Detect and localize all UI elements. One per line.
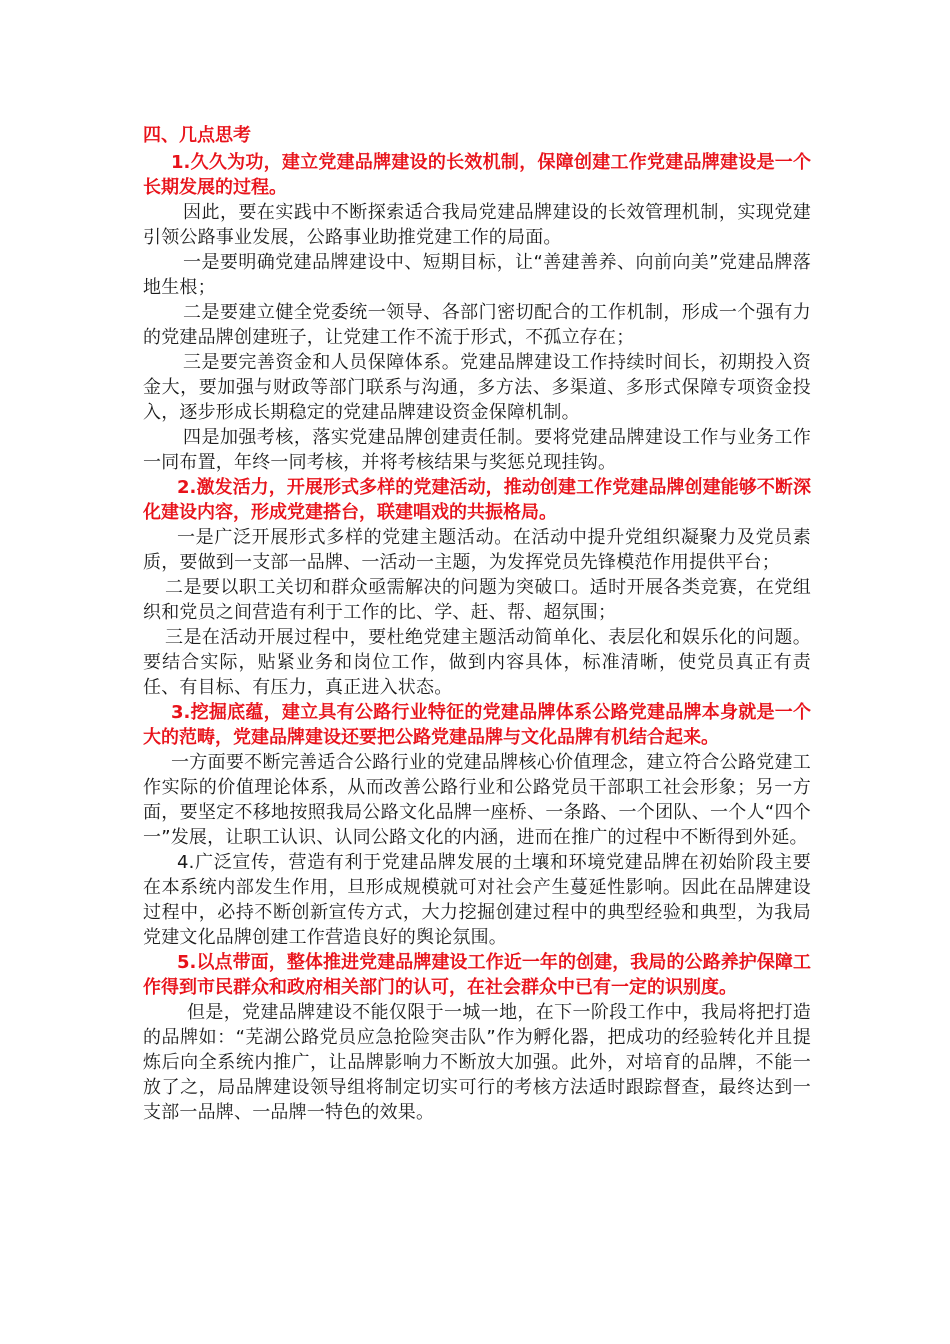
subheading-3: 3.挖掘底蕴，建立具有公路行业特征的党建品牌体系公路党建品牌本身就是一个大的范畴，党建品牌建设还要把公路党建品牌与文化品牌有机结合起来。 — [143, 702, 811, 748]
paragraph: 二是要以职工关切和群众亟需解决的问题为突破口。适时开展各类竞赛，在党组织和党员之间营造有利于工作的比、学、赶、帮、超氛围； — [143, 577, 811, 623]
paragraph: 一是广泛开展形式多样的党建主题活动。在活动中提升党组织凝聚力及党员素质，要做到一支部一品牌、一活动一主题，为发挥党员先锋模范作用提供平台； — [143, 527, 811, 573]
paragraph: 四是加强考核，落实党建品牌创建责任制。要将党建品牌建设工作与业务工作一同布置，年终一同考核，并将考核结果与奖惩兑现挂钩。 — [143, 427, 811, 473]
document-page — [143, 124, 811, 1125]
subheading-2: 2.激发活力，开展形式多样的党建活动，推动创建工作党建品牌创建能够不断深化建设内容，形成党建搭台，联建唱戏的共振格局。 — [143, 477, 811, 523]
paragraph: 三是在活动开展过程中，要杜绝党建主题活动简单化、表层化和娱乐化的问题。要结合实际，贴紧业务和岗位工作，做到内容具体，标准清晰，使党员真正有责任、有目标、有压力，真正进入状态。 — [143, 627, 811, 698]
subheading-5: 5.以点带面，整体推进党建品牌建设工作近一年的创建，我局的公路养护保障工作得到市民群众和政府相关部门的认可，在社会群众中已有一定的识别度。 — [143, 952, 811, 998]
paragraph: 4.广泛宣传，营造有利于党建品牌发展的土壤和环境党建品牌在初始阶段主要在本系统内部发生作用，旦形成规模就可对社会产生蔓延性影响。因此在品牌建设过程中，必持不断创新宣传方式，大力挖掘创建过程中的典型经验和典型，为我局党建文化品牌创建工作营造良好的舆论氛围。 — [143, 852, 811, 948]
paragraph: 因此，要在实践中不断探索适合我局党建品牌建设的长效管理机制，实现党建引领公路事业发展，公路事业助推党建工作的局面。 — [143, 202, 811, 248]
paragraph: 三是要完善资金和人员保障体系。党建品牌建设工作持续时间长，初期投入资金大，要加强与财政等部门联系与沟通，多方法、多渠道、多形式保障专项资金投入，逐步形成长期稳定的党建品牌建设资金保障机制。 — [143, 352, 811, 423]
paragraph: 一是要明确党建品牌建设中、短期目标，让“善建善养、向前向美”党建品牌落地生根； — [143, 252, 811, 298]
paragraph: 但是，党建品牌建设不能仅限于一城一地，在下一阶段工作中，我局将把打造的品牌如：“芜湖公路党员应急抢险突击队”作为孵化器，把成功的经验转化并且提炼后向全系统内推广，让品牌影响力不断放大加强。此外，对培育的品牌，不能一放了之，局品牌建设领导组将制定切实可行的考核方法适时跟踪督查，最终达到一支部一品牌、一品牌一特色的效果。 — [143, 1002, 811, 1123]
paragraph: 二是要建立健全党委统一领导、各部门密切配合的工作机制，形成一个强有力的党建品牌创建班子，让党建工作不流于形式，不孤立存在； — [143, 302, 811, 348]
paragraph: 一方面要不断完善适合公路行业的党建品牌核心价值理念，建立符合公路党建工作实际的价值理论体系，从而改善公路行业和公路党员干部职工社会形象；另一方面，要坚定不移地按照我局公路文化品牌一座桥、一条路、一个团队、一个人“四个一”发展，让职工认识、认同公路文化的内涵，进而在推广的过程中不断得到外延。 — [143, 752, 811, 848]
subheading-1: 1.久久为功，建立党建品牌建设的长效机制，保障创建工作党建品牌建设是一个长期发展的过程。 — [143, 152, 811, 198]
section-title: 四、几点思考 — [143, 125, 251, 146]
